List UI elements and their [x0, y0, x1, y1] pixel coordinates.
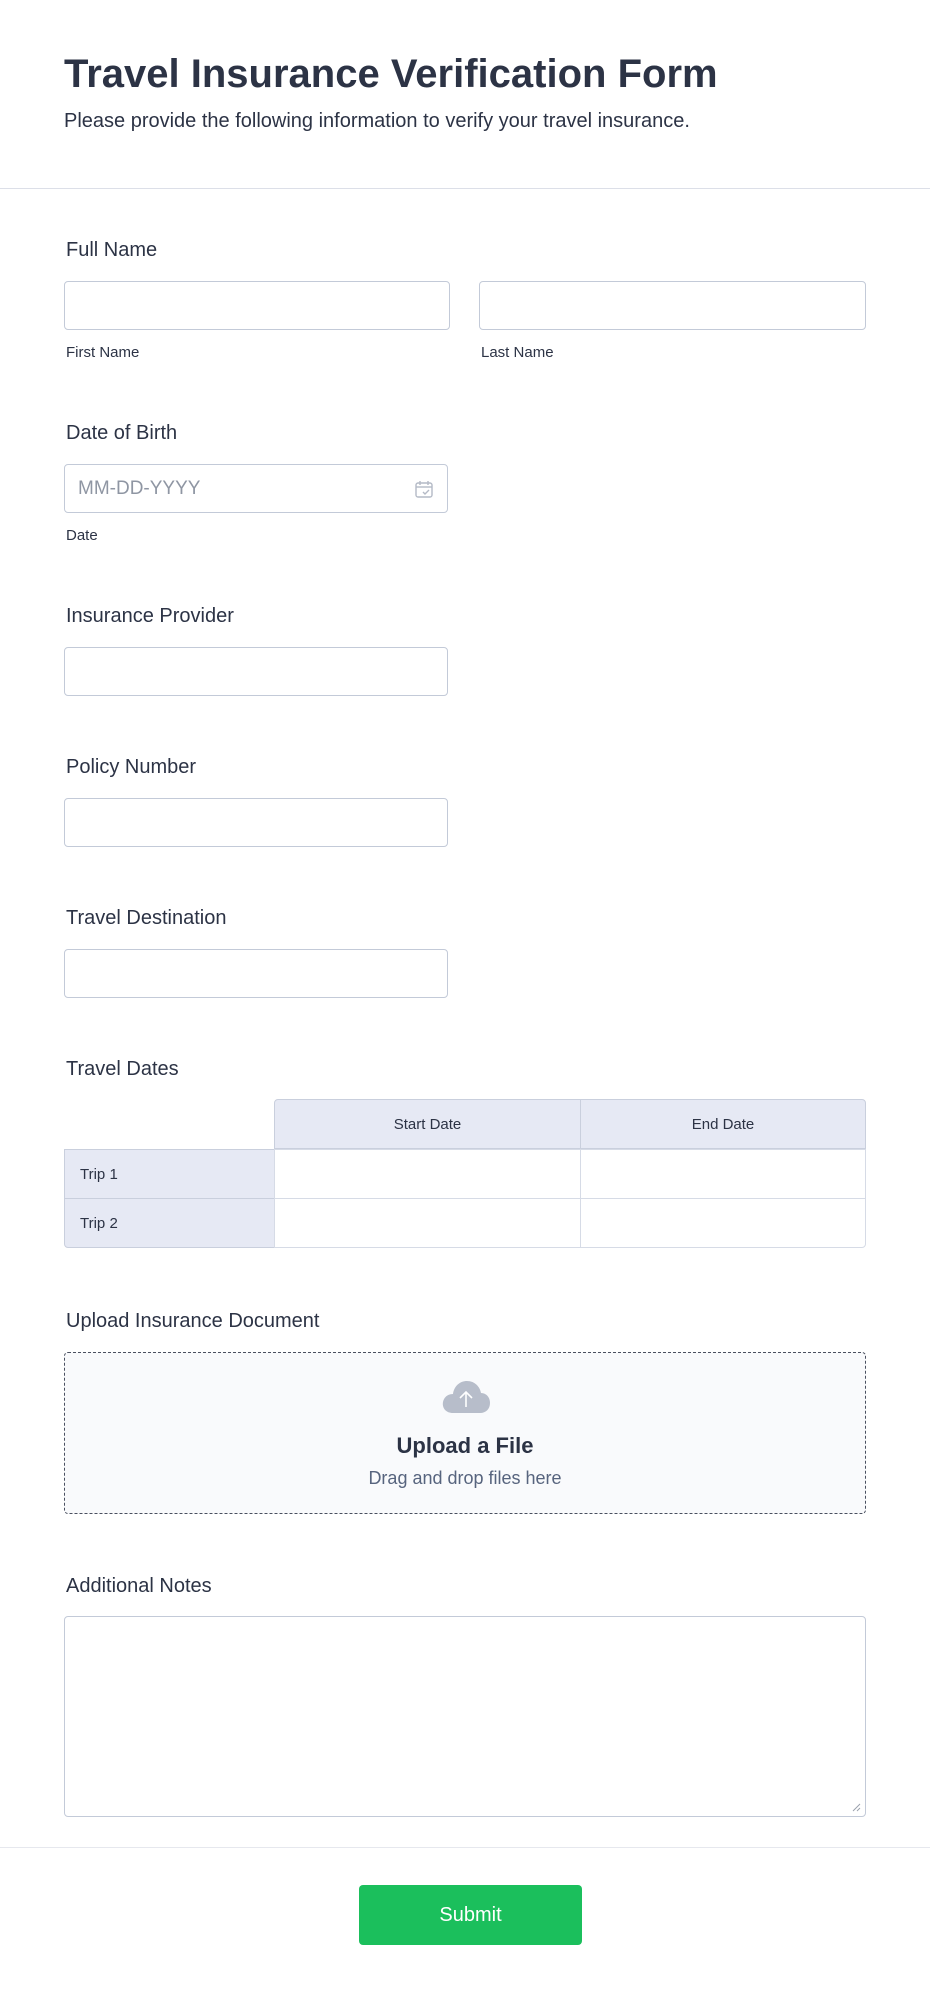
dob-placeholder: MM-DD-YYYY	[78, 478, 201, 499]
additional-notes-textarea[interactable]	[64, 1616, 866, 1817]
policy-number-input[interactable]	[64, 798, 448, 847]
travel-destination-input[interactable]	[64, 949, 448, 998]
trip-2-end-date-cell[interactable]	[580, 1198, 866, 1248]
additional-notes-label: Additional Notes	[66, 1575, 212, 1597]
dob-input[interactable]	[64, 464, 448, 513]
last-name-input[interactable]	[479, 281, 866, 330]
trip-1-start-date-cell[interactable]	[274, 1149, 581, 1199]
upload-subtitle: Drag and drop files here	[368, 1468, 562, 1488]
insurance-provider-label: Insurance Provider	[66, 605, 234, 627]
form-header	[0, 0, 930, 189]
upload-label: Upload Insurance Document	[66, 1310, 320, 1332]
row-header-trip-2: Trip 2	[64, 1198, 275, 1248]
footer-divider	[0, 1847, 930, 1848]
insurance-provider-input[interactable]	[64, 647, 448, 696]
dob-label: Date of Birth	[66, 422, 178, 444]
full-name-label: Full Name	[66, 239, 158, 261]
dob-sublabel: Date	[66, 527, 98, 544]
row-header-trip-1: Trip 1	[64, 1149, 275, 1199]
first-name-sublabel: First Name	[66, 344, 140, 361]
cloud-upload-icon	[441, 1379, 491, 1415]
trip-1-end-date-cell[interactable]	[580, 1149, 866, 1199]
calendar-icon[interactable]	[414, 479, 434, 499]
upload-title: Upload a File	[396, 1433, 534, 1458]
last-name-sublabel: Last Name	[481, 344, 554, 361]
policy-number-label: Policy Number	[66, 756, 197, 778]
form-title: Travel Insurance Verification Form	[64, 52, 718, 96]
upload-dropzone[interactable]	[64, 1352, 866, 1514]
first-name-input[interactable]	[64, 281, 450, 330]
travel-dates-label: Travel Dates	[66, 1058, 179, 1080]
resize-handle-icon[interactable]	[851, 1802, 861, 1812]
travel-destination-label: Travel Destination	[66, 907, 227, 929]
travel-dates-table	[64, 1099, 866, 1250]
trip-2-start-date-cell[interactable]	[274, 1198, 581, 1248]
column-header-end-date: End Date	[580, 1099, 866, 1149]
column-header-start-date: Start Date	[274, 1099, 581, 1149]
submit-button[interactable]: Submit	[359, 1885, 582, 1945]
form-subtitle: Please provide the following information to verify your travel insurance.	[64, 110, 690, 132]
